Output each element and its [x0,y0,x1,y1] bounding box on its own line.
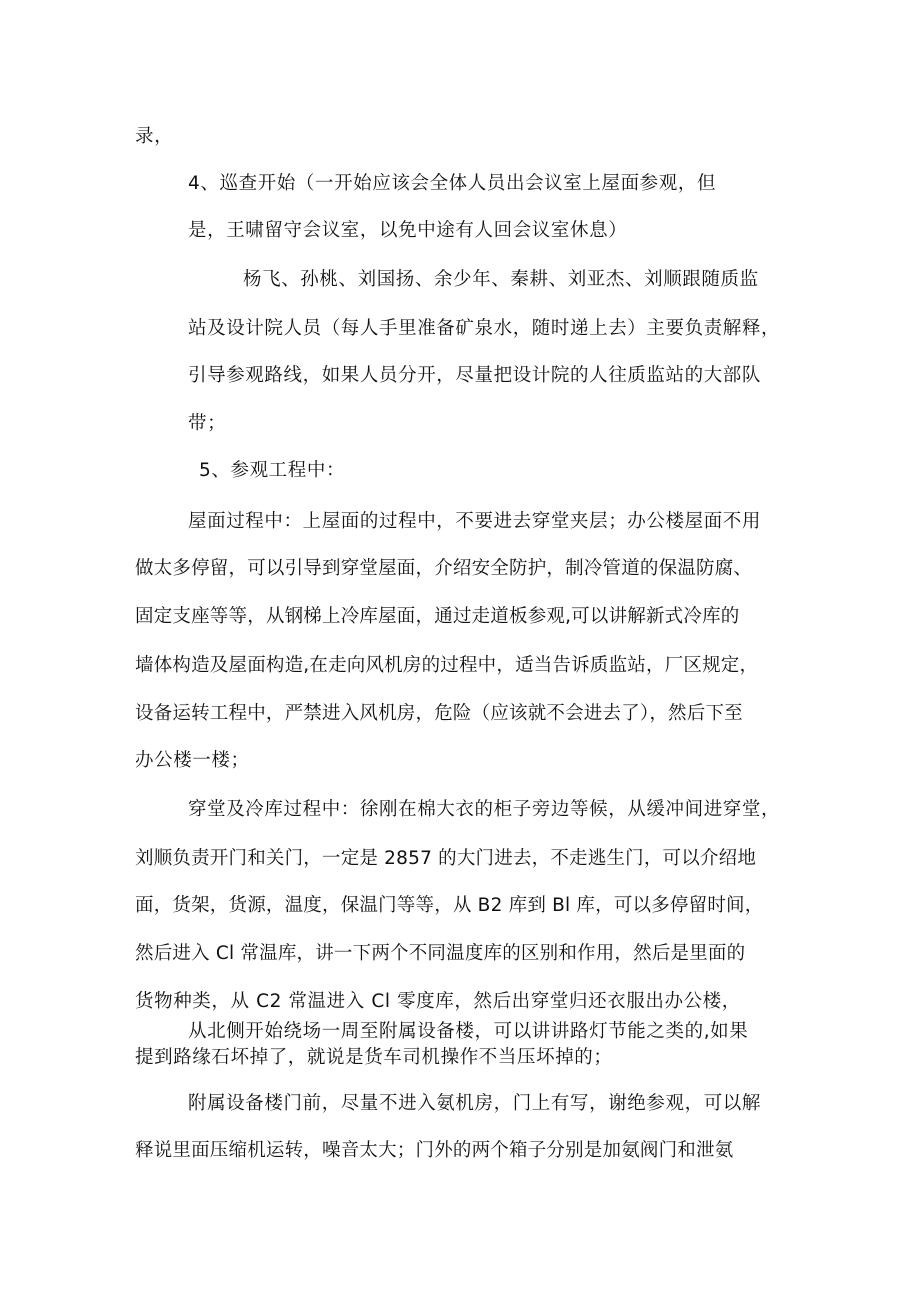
text-line: 从北侧开始绕场一周至附属设备楼，可以讲讲路灯节能之类的,如果 [188,1021,749,1042]
text-line: 带； [188,413,227,434]
text-line: 录， [135,126,174,147]
text-line: 附属设备楼门前，尽量不进入氨机房，门上有写，谢绝参观，可以解 [188,1093,762,1114]
text-line: 墙体构造及屋面构造,在走向风机房的过程中，适当告诉质监站，厂区规定， [135,655,759,676]
text-line: 面，货架，货源，温度，保温门等等，从 B2 库到 Bl 库，可以多停留时间， [135,895,764,916]
text-line: 办公楼一楼； [135,750,250,771]
text-line: 刘顺负责开门和关门，一定是 2857 的大门进去，不走逃生门，可以介绍地 [135,848,757,869]
text-line: 引导参观路线，如果人员分开，尽量把设计院的人往质监站的大部队 [188,365,762,386]
section-heading: 4、巡查开始（一开始应该会全体人员出会议室上屋面参观，但 [188,173,717,194]
text-line: 提到路缘石坏掉了，就说是货车司机操作不当压坏掉的； [135,1047,613,1068]
section-heading: 5、参观工程中： [199,460,346,481]
text-line: 然后进入 Cl 常温库，讲一下两个不同温度库的区别和作用，然后是里面的 [135,943,746,964]
text-line: 站及设计院人员（每人手里准备矿泉水，随时递上去）主要负责解释， [188,318,781,339]
text-line: 做太多停留，可以引导到穿堂屋面，介绍安全防护，制冷管道的保温防腐、 [135,558,753,579]
text-line: 穿堂及冷库过程中：徐刚在棉大衣的柜子旁边等候，从缓冲间进穿堂， [188,799,781,820]
text-line: 释说里面压缩机运转，噪音太大；门外的两个箱子分别是加氨阀门和泄氨 [135,1140,734,1161]
text-line: 货物种类，从 C2 常温进入 Cl 零度库，然后出穿堂归还衣服出办公楼， [135,991,741,1012]
text-line: 屋面过程中：上屋面的过程中，不要进去穿堂夹层；办公楼屋面不用 [188,511,762,532]
text-line: 设备运转工程中，严禁进入风机房，危险（应该就不会进去了），然后下至 [135,703,743,724]
text-line: 固定支座等等，从钢梯上冷库屋面，通过走道板参观,可以讲解新式冷库的 [135,606,740,627]
text-line: 是，王啸留守会议室，以免中途有人回会议室休息） [188,220,628,241]
text-line: 杨飞、孙桃、刘国扬、余少年、秦耕、刘亚杰、刘顺跟随质监 [243,269,759,290]
